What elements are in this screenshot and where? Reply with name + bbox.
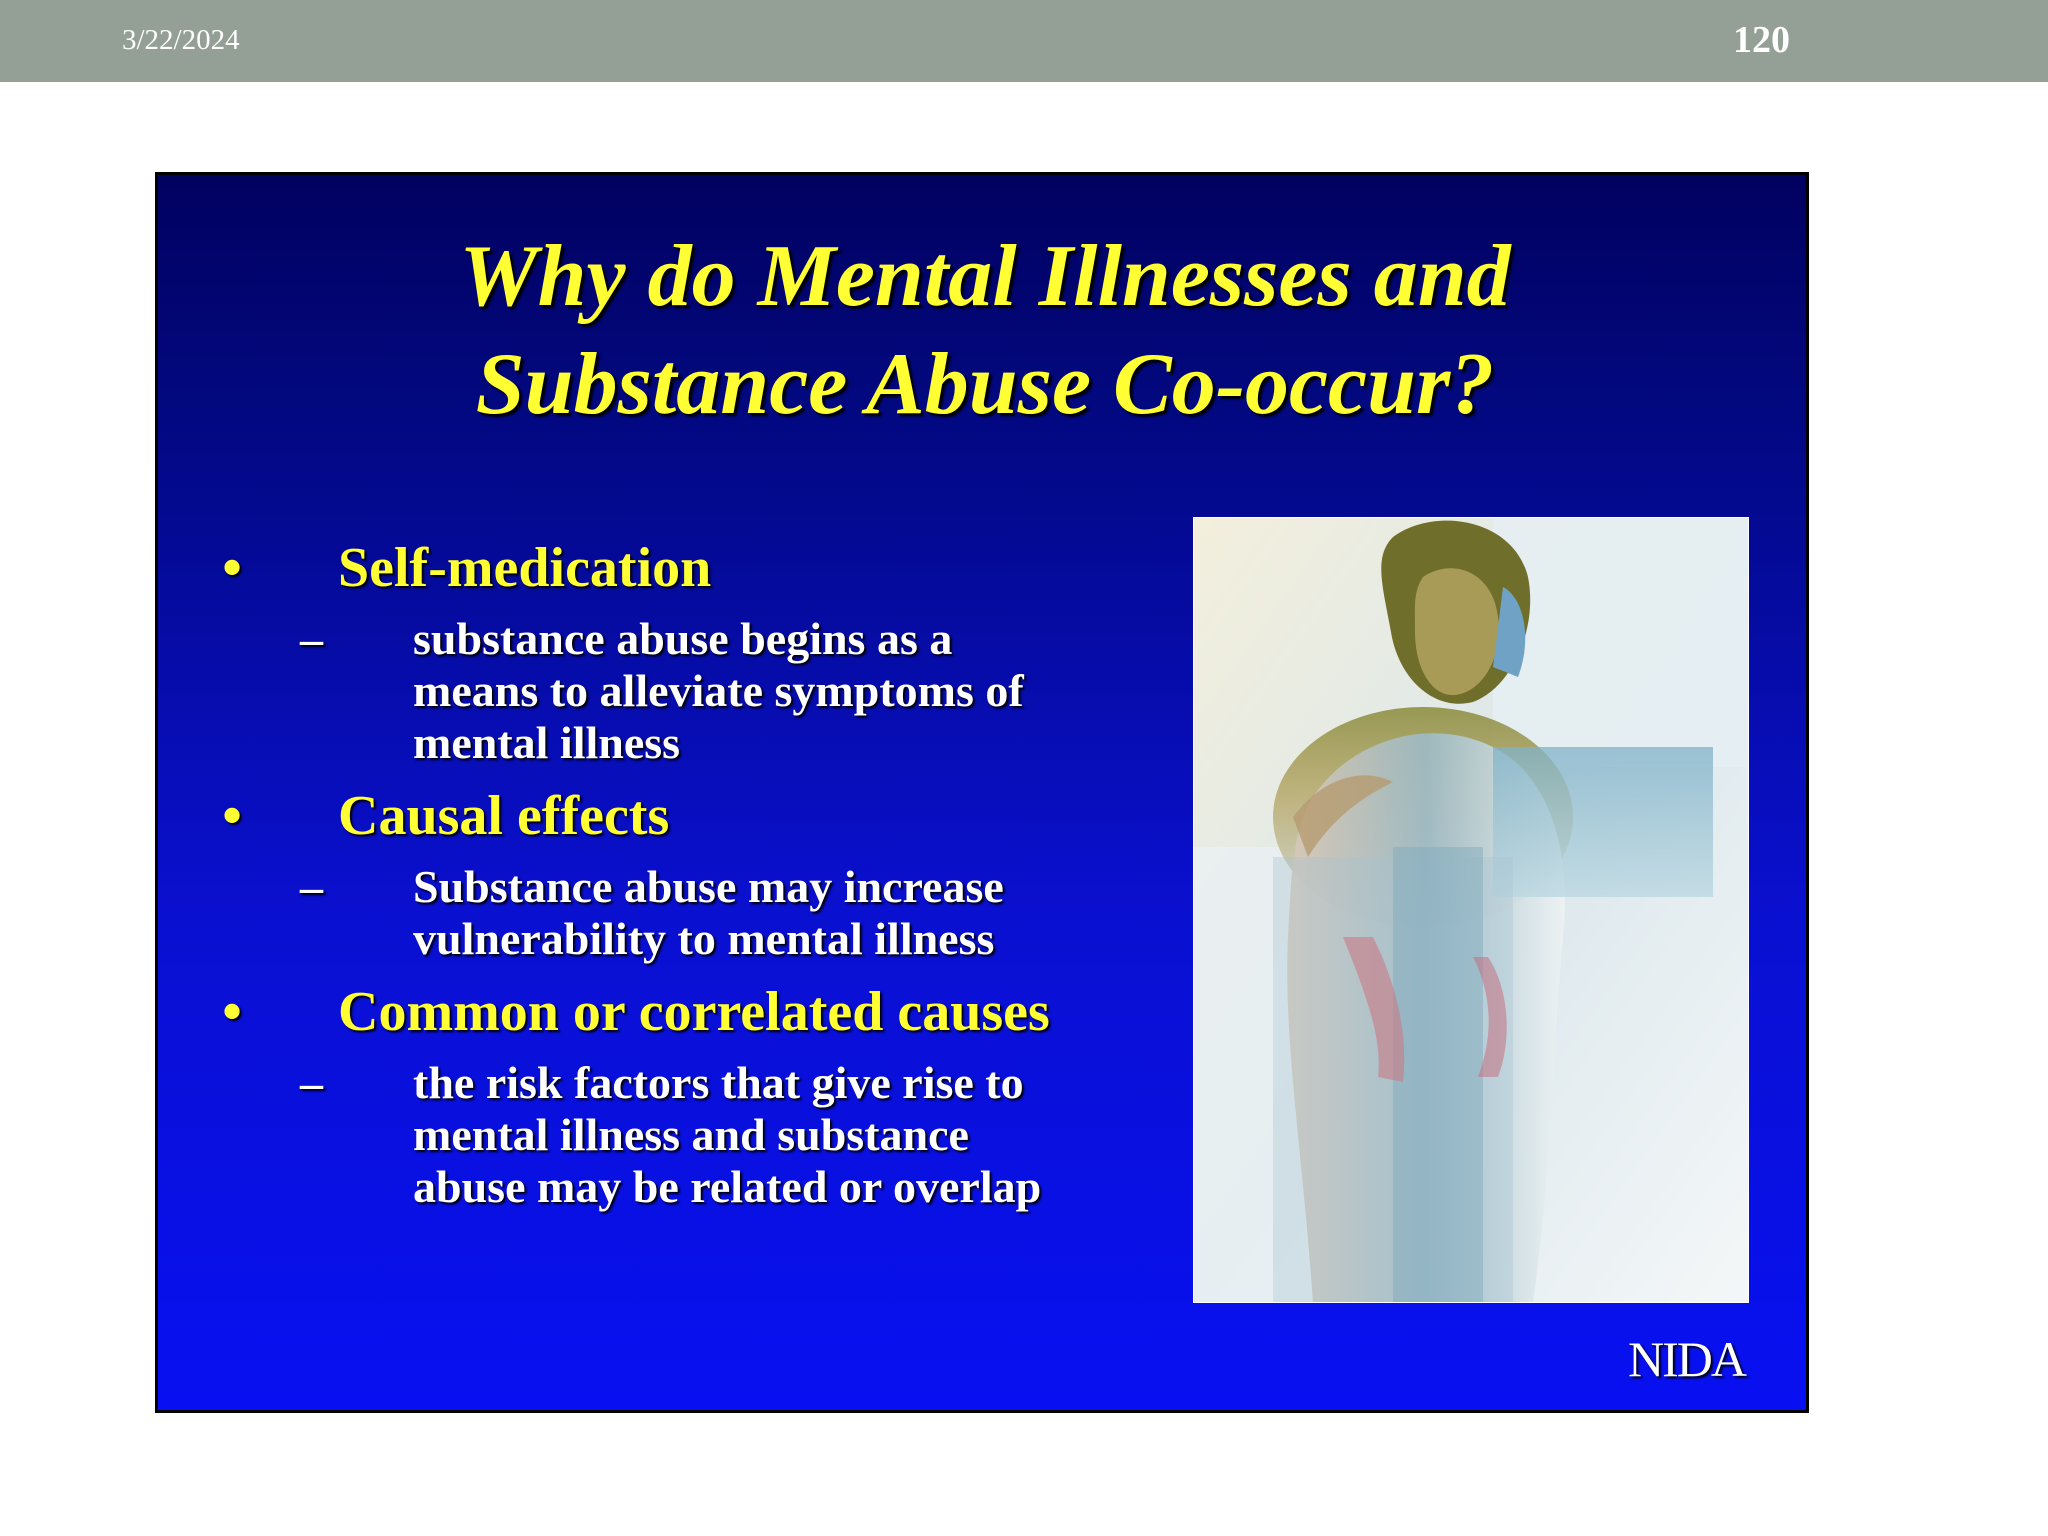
slide-date: 3/22/2024 [122,24,240,56]
sub-bullet-line: abuse may be related or overlap [413,1161,1042,1212]
sub-bullet-line: the risk factors that give rise to [413,1057,1024,1108]
sub-bullet [218,613,1278,769]
page-number: 120 [1733,19,1790,61]
header-bar [0,0,2048,82]
bullet-item-causal-effects [218,783,1278,965]
bullet-icon: • [222,785,242,847]
slide-title-line: Why do Mental Illnesses and [459,228,1511,325]
slide-title [158,223,1809,439]
person-illustration [1193,517,1749,1303]
slide-image [155,172,1809,1413]
sub-bullet [218,1057,1278,1213]
bullet-label: Causal effects [338,785,670,847]
bullet-item-common-causes [218,979,1278,1213]
sub-bullet [218,861,1278,965]
person-figure-icon [1193,517,1749,1303]
sub-bullet-line: mental illness [413,717,681,768]
dash-icon: – [300,861,323,912]
bullet-list [218,535,1278,1227]
sub-bullet-line: means to alleviate symptoms of [413,665,1024,716]
bullet-label: Self-medication [338,537,712,599]
sub-bullet-line: vulnerability to mental illness [413,913,995,964]
dash-icon: – [300,613,323,664]
sub-bullet-line: Substance abuse may increase [413,861,1004,912]
bullet-item-self-medication [218,535,1278,769]
sub-bullet-line: mental illness and substance [413,1109,969,1160]
dash-icon: – [300,1057,323,1108]
slide-title-line: Substance Abuse Co-occur? [475,336,1495,433]
sub-bullet-line: substance abuse begins as a [413,613,953,664]
nida-logo: NIDA [1628,1331,1745,1387]
bullet-icon: • [222,981,242,1043]
bullet-label: Common or correlated causes [338,981,1050,1043]
bullet-icon: • [222,537,242,599]
